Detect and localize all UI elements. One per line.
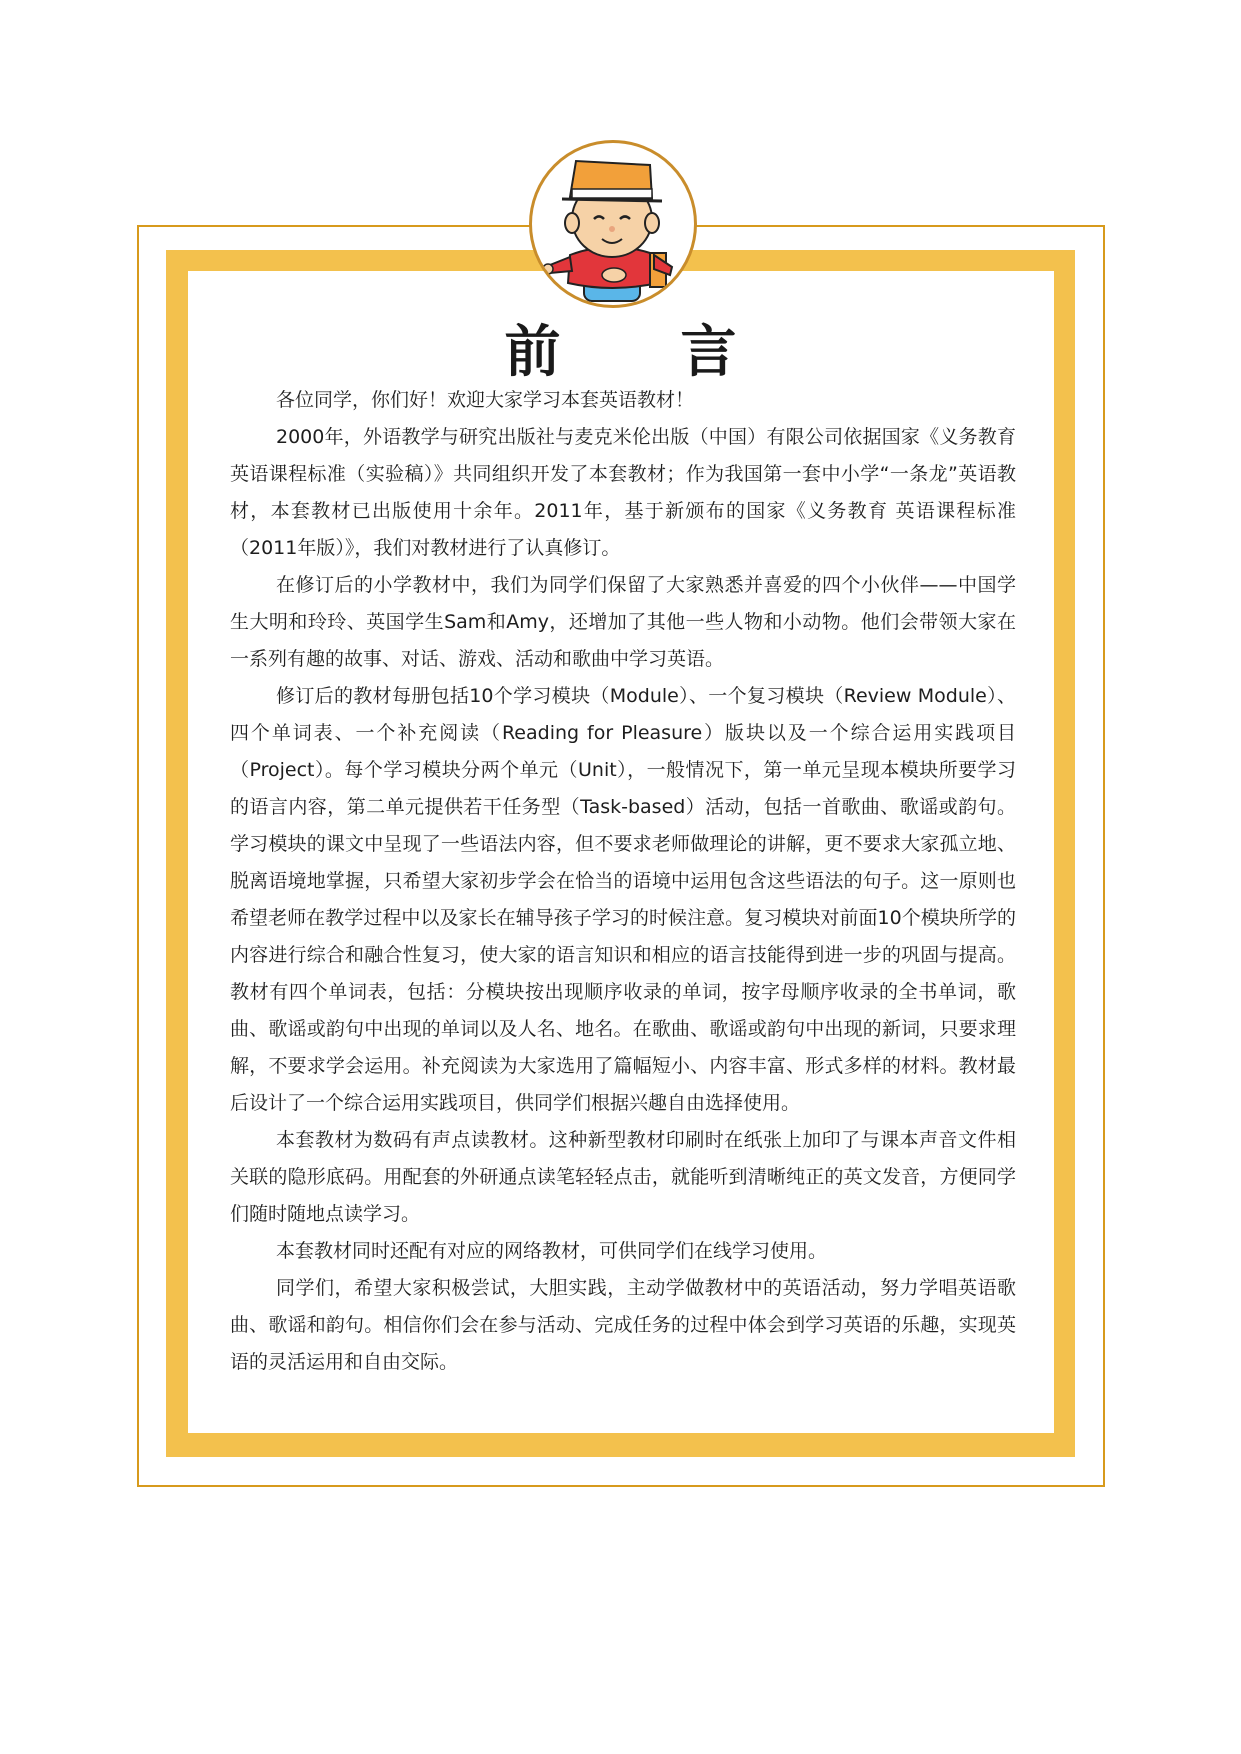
title-char-2: 言 — [680, 319, 737, 385]
title-char-1: 前 — [504, 319, 561, 385]
mascot-boy-illustration — [529, 140, 697, 308]
paragraph-structure: 修订后的教材每册包括10个学习模块（Module）、一个复习模块（Review Module）、四个单词表、一个补充阅读（Reading for Pleasure）版块以及一个综合运用实践项目（Project）。每个学习模块分两个单元（Unit），一般情况下，第一单元呈现本模块所要学习的语言内容，第二单元提供若干任务型（Task-based）活动，包括一首歌曲、歌谣或韵句。学习模块的课文中呈现了一些语法内容，但不要求老师做理论的讲解，更不要求大家孤立地、脱离语境地掌握，只希望大家初步学会在恰当的语境中运用包含这些语法的句子。这一原则也希望老师在教学过程中以及家长在辅导孩子学习的时候注意。复习模块对前面10个模块所学的内容进行综合和融合性复习，使大家的语言知识和相应的语言技能得到进一步的巩固与提高。教材有四个单词表，包括：分模块按出现顺序收录的单词，按字母顺序收录的全书单词，歌曲、歌谣或韵句中出现的单词以及人名、地名。在歌曲、歌谣或韵句中出现的新词，只要求理解，不要求学会运用。补充阅读为大家选用了篇幅短小、内容丰富、形式多样的材料。教材最后设计了一个综合运用实践项目，供同学们根据兴趣自由选择使用。 — [230, 685, 1016, 1114]
preface-body — [230, 382, 1016, 1381]
paragraph-closing: 同学们，希望大家积极尝试，大胆实践，主动学做教材中的英语活动，努力学唱英语歌曲、歌谣和韵句。相信你们会在参与活动、完成任务的过程中体会到学习英语的乐趣，实现英语的灵活运用和自由交际。 — [230, 1277, 1016, 1373]
page-title — [0, 312, 1241, 384]
paragraph-audio: 本套教材为数码有声点读教材。这种新型教材印刷时在纸张上加印了与课本声音文件相关联的隐形底码。用配套的外研通点读笔轻轻点击，就能听到清晰纯正的英文发音，方便同学们随时随地点读学习。 — [230, 1129, 1016, 1225]
paragraph-greeting: 各位同学，你们好！欢迎大家学习本套英语教材！ — [276, 389, 695, 411]
paragraph-online: 本套教材同时还配有对应的网络教材，可供同学们在线学习使用。 — [276, 1240, 828, 1262]
paragraph-characters: 在修订后的小学教材中，我们为同学们保留了大家熟悉并喜爱的四个小伙伴——中国学生大明和玲玲、英国学生Sam和Amy，还增加了其他一些人物和小动物。他们会带领大家在一系列有趣的故事、对话、游戏、活动和歌曲中学习英语。 — [230, 574, 1016, 670]
paragraph-history: 2000年，外语教学与研究出版社与麦克米伦出版（中国）有限公司依据国家《义务教育 英语课程标准（实验稿）》共同组织开发了本套教材；作为我国第一套中小学“一条龙”英语教材，本套教材已出版使用十余年。2011年，基于新颁布的国家《义务教育 英语课程标准（2011年版）》，我们对教材进行了认真修订。 — [230, 426, 1016, 559]
